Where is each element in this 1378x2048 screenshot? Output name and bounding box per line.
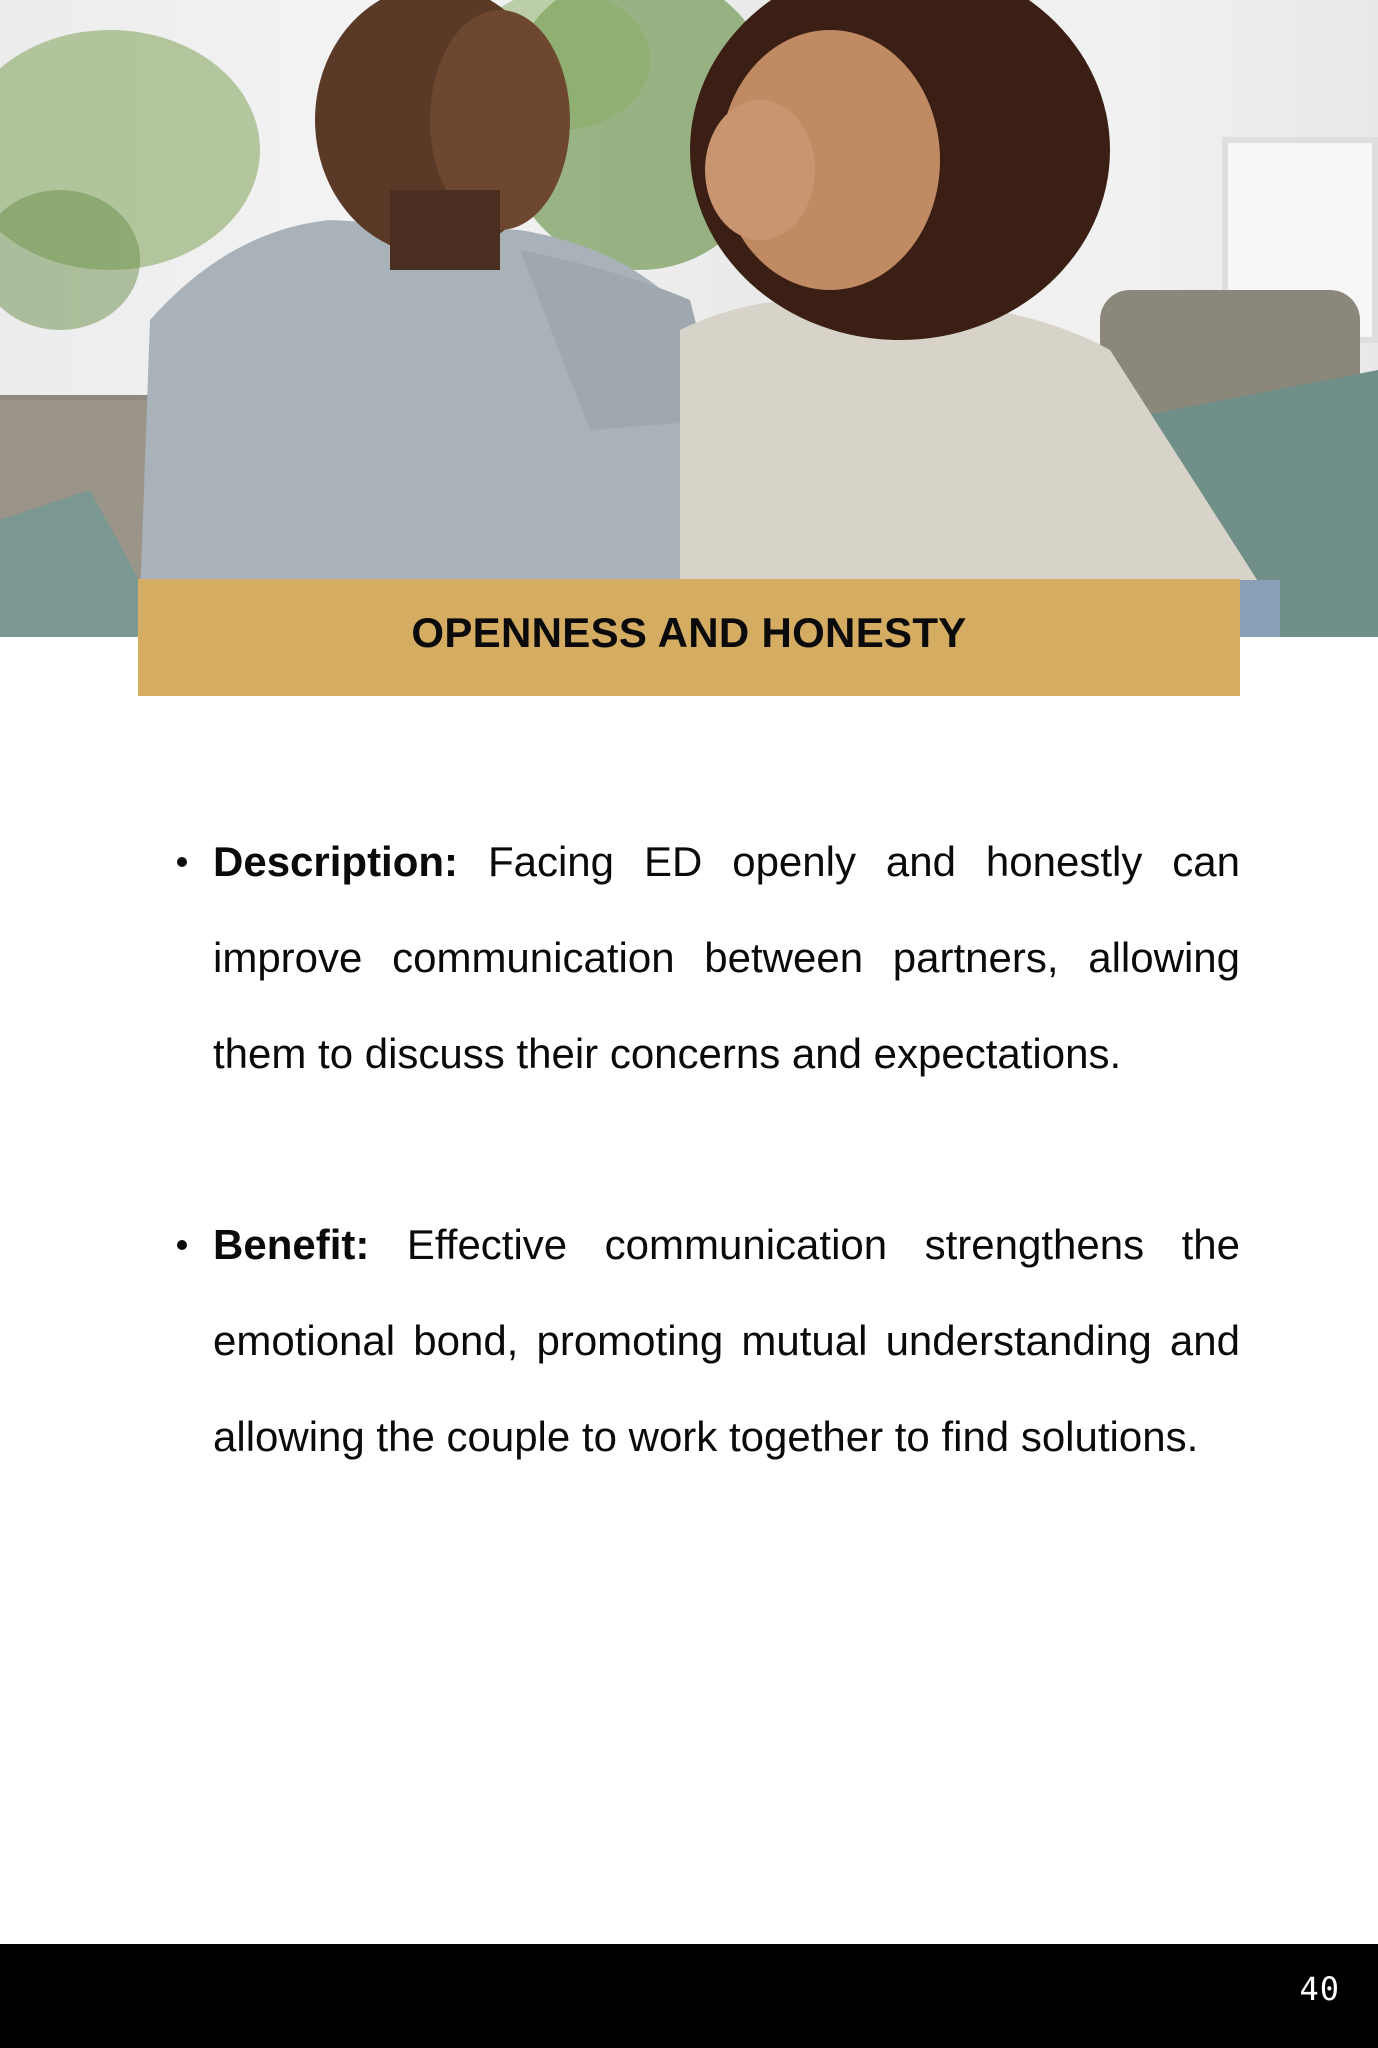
hero-photo-illustration bbox=[0, 0, 1378, 637]
page-title: OPENNESS AND HONESTY bbox=[411, 608, 967, 656]
page-number: 40 bbox=[1299, 1970, 1340, 2008]
bullet-label: Benefit: bbox=[213, 1221, 370, 1268]
bullet-label: Description: bbox=[213, 838, 459, 885]
title-banner bbox=[138, 579, 1240, 696]
bullet-icon bbox=[177, 857, 187, 867]
bullet-text: Facing ED openly and honestly can improve communication between partners, allowing them to discuss their concerns and expectations. bbox=[213, 838, 1240, 1077]
page-footer bbox=[0, 1944, 1378, 2048]
bullet-text: Effective communication strengthens the emotional bond, promoting mutual understanding and allowing the couple to work together to find solutions. bbox=[213, 1221, 1240, 1460]
bullet-icon bbox=[177, 1240, 187, 1250]
list-item bbox=[213, 1197, 1240, 1485]
list-item bbox=[213, 814, 1240, 1102]
hero-photo bbox=[0, 0, 1378, 637]
